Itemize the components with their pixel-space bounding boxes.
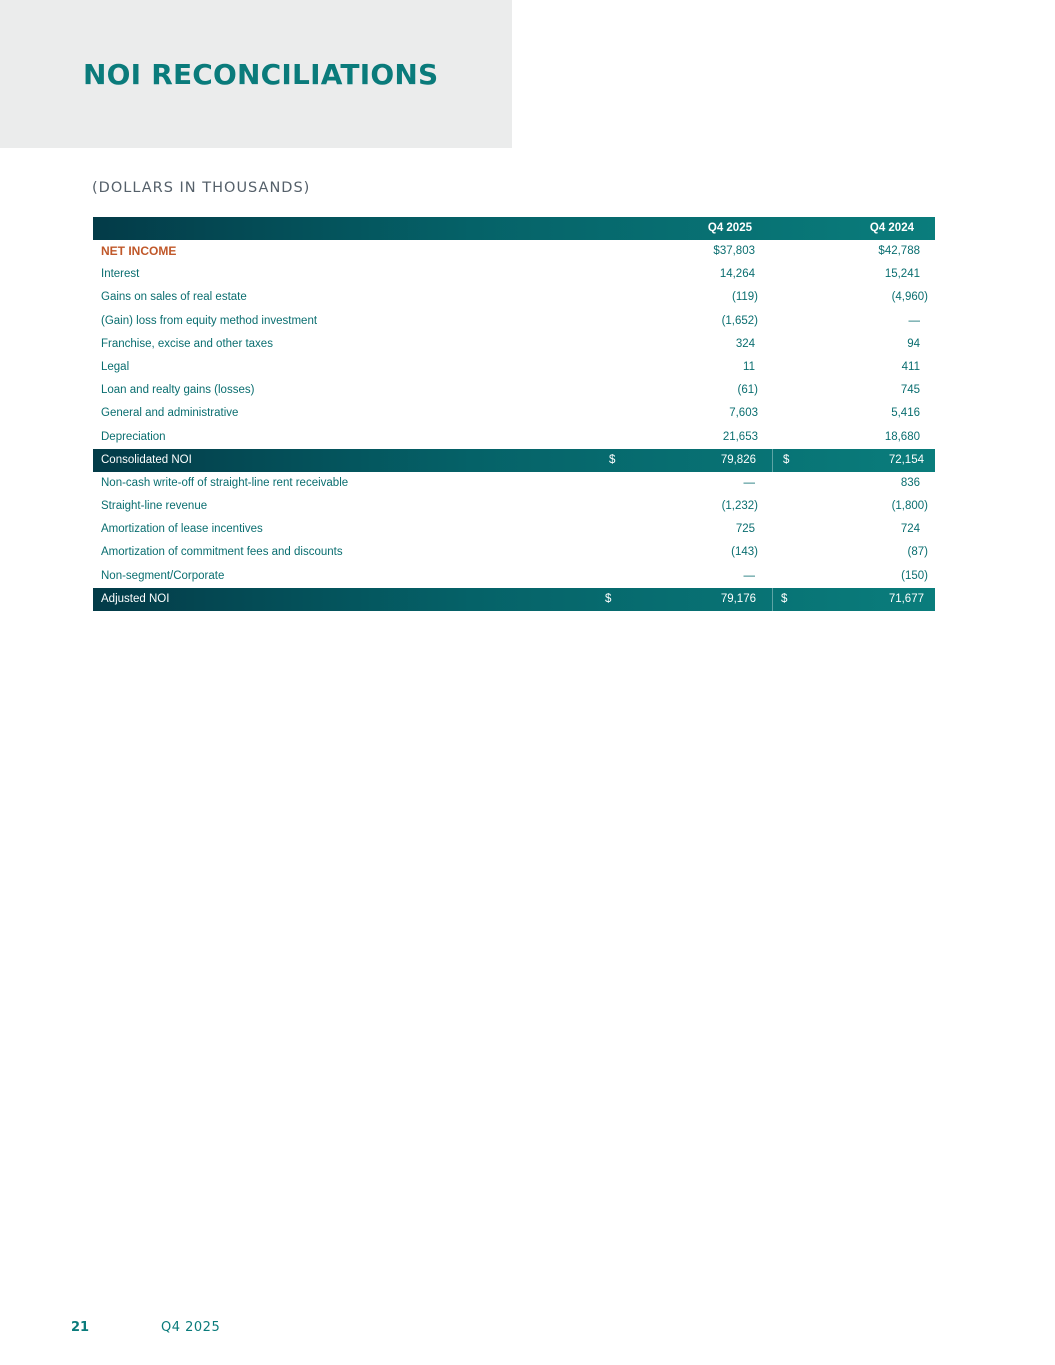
value-q4-2025: 11 [743,360,755,373]
table-row [93,286,935,309]
page-number: 21 [71,1320,90,1335]
value-q4-2025: 21,653 [722,430,758,443]
page-title: NOI RECONCILIATIONS [83,58,439,91]
row-label: Loan and realty gains (losses) [101,384,255,397]
value-q4-2024: (150) [901,569,928,582]
value-q4-2024: 724 [900,523,920,536]
column-divider [772,449,773,472]
value-q4-2025: (119) [732,291,758,304]
row-label: Gains on sales of real estate [101,291,247,304]
noi-reconciliation-table [93,217,935,611]
footer-quarter: Q4 2025 [161,1320,221,1335]
dollar-sign: $ [605,592,612,605]
dollar-sign: $ [781,592,788,605]
value-q4-2024: 5,416 [891,407,920,420]
table-row [93,426,935,449]
row-label: Non-cash write-off of straight-line rent receivable [101,476,349,489]
row-label: Amortization of lease incentives [101,523,263,536]
row-label: Straight-line revenue [101,500,208,513]
row-label: (Gain) loss from equity method investment [101,314,318,327]
value-q4-2024: 836 [900,476,920,489]
dollar-sign: $ [609,453,616,466]
value-q4-2025: 14,264 [719,268,755,281]
row-label: Depreciation [101,430,166,443]
value-q4-2025: (61) [737,384,758,397]
column-header-q4-2025: Q4 2025 [707,222,752,234]
value-q4-2025: (143) [731,546,758,559]
table-row [93,565,935,588]
value-q4-2025: — [743,476,755,489]
row-label: Adjusted NOI [101,592,170,605]
table-row [93,356,935,379]
row-label: Consolidated NOI [101,453,192,466]
value-q4-2024: — [908,314,920,327]
value-q4-2024: $42,788 [878,245,920,257]
value-q4-2024: 71,677 [888,592,924,605]
value-q4-2024: 15,241 [884,268,920,281]
net-income-row [93,240,935,263]
value-q4-2024: (4,960) [891,291,928,304]
value-q4-2025: 79,826 [720,453,756,466]
value-q4-2024: 72,154 [888,453,924,466]
table-row [93,541,935,564]
row-label: Non-segment/Corporate [101,569,225,582]
table-header-row [93,217,935,240]
table-row [93,263,935,286]
value-q4-2025: 79,176 [720,592,756,605]
value-q4-2024: (87) [907,546,928,559]
table-row [93,310,935,333]
value-q4-2024: 745 [900,384,920,397]
row-label: Legal [101,360,130,373]
table-row [93,518,935,541]
table-row [93,333,935,356]
value-q4-2024: (1,800) [891,500,928,513]
value-q4-2025: — [743,569,755,582]
value-q4-2025: 725 [735,523,755,536]
table-row [93,379,935,402]
value-q4-2024: 411 [901,360,920,373]
row-label: Franchise, excise and other taxes [101,337,273,350]
value-q4-2025: $37,803 [713,245,755,257]
dollar-sign: $ [783,453,790,466]
value-q4-2025: 7,603 [729,407,758,420]
value-q4-2025: 324 [735,337,755,350]
row-label: Amortization of commitment fees and discounts [101,546,343,559]
table-row [93,402,935,425]
table-row [93,472,935,495]
row-label: General and administrative [101,407,239,420]
value-q4-2024: 94 [907,337,920,350]
row-label: Interest [101,268,140,281]
value-q4-2025: (1,232) [721,500,758,513]
column-divider [772,588,773,611]
value-q4-2024: 18,680 [884,430,920,443]
column-header-q4-2024: Q4 2024 [869,222,914,234]
table-row [93,495,935,518]
row-label: NET INCOME [101,244,177,258]
consolidated-noi-row [93,449,935,472]
value-q4-2025: (1,652) [721,314,758,327]
adjusted-noi-row [93,588,935,611]
units-subtitle: (DOLLARS IN THOUSANDS) [92,180,311,196]
